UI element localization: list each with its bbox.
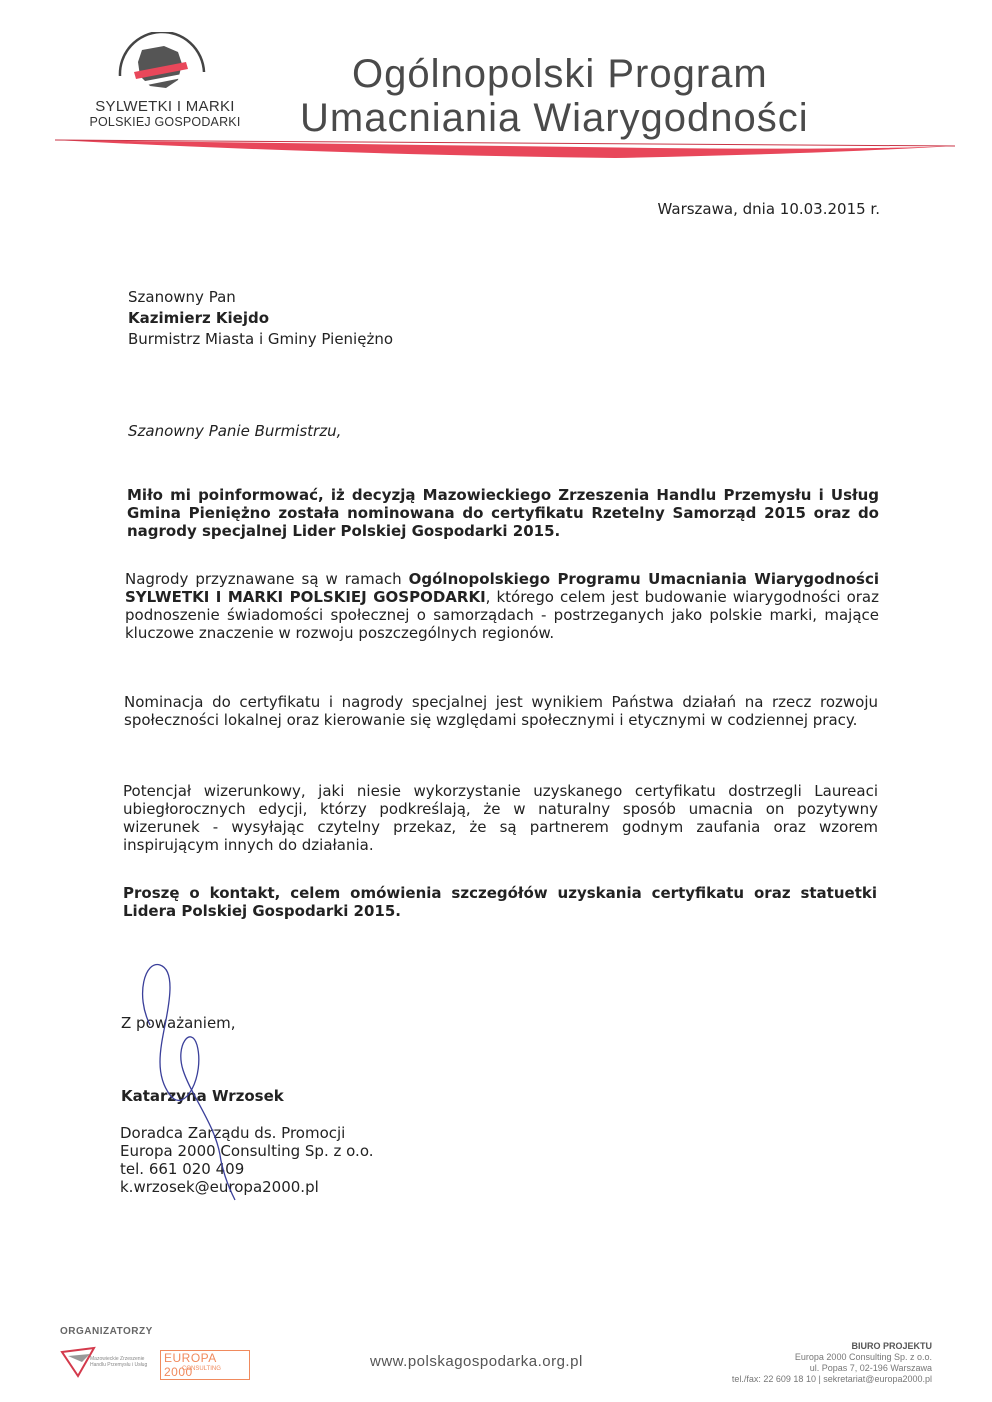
recipient-salutation: Szanowny Pan [128,288,236,306]
signer-phone: tel. 661 020 409 [120,1160,245,1178]
signer-name: Katarzyna Wrzosek [121,1087,284,1105]
closing: Z poważaniem, [121,1014,236,1032]
signer-email: k.wrzosek@europa2000.pl [120,1178,319,1196]
letter-date: Warszawa, dnia 10.03.2015 r. [657,200,880,218]
paragraph-3: Nominacja do certyfikatu i nagrody specjalnej jest wynikiem Państwa działań na rzecz rozwoju społeczności lokalnej oraz kierowanie się względami społecznymi i etycznymi w codziennej pracy. [124,693,878,729]
office-line-1: Europa 2000 Consulting Sp. z o.o. [794,1352,932,1362]
organizer-1-logo [60,1344,150,1380]
organizers-label: ORGANIZATORZY [60,1326,153,1337]
paragraph-2 [125,570,879,642]
signer-company: Europa 2000 Consulting Sp. z o.o. [120,1142,374,1160]
organizer-2-logo [160,1348,250,1378]
office-label: BIURO PROJEKTU [851,1341,932,1351]
logo-line-1: SYLWETKI I MARKI [95,98,235,115]
brand-name: SYLWETKI I MARKI POLSKIEJ GOSPODARKI [125,588,486,606]
program-name: Ogólnopolskiego Programu Umacniania Wiarygodności [408,570,879,588]
organizer-1-text: Mazowieckie Zrzeszenie Handlu Przemysłu i Usług [90,1356,148,1368]
project-office [660,1341,932,1385]
website-link[interactable]: www.polskagospodarka.org.pl [370,1353,583,1370]
office-line-2: ul. Popas 7, 02-196 Warszawa [809,1363,932,1373]
paragraph-5: Proszę o kontakt, celem omówienia szczegółów uzyskania certyfikatu oraz statuetki Lidera Polskiej Gospodarki 2015. [123,884,877,920]
signer-role: Doradca Zarządu ds. Promocji [120,1124,346,1142]
office-line-3: tel./fax: 22 609 18 10 | sekretariat@europa2000.pl [731,1374,932,1384]
handwritten-signature [125,955,265,1205]
europa-2000-logo: EUROPA 2000 [160,1350,250,1380]
recipient-position: Burmistrz Miasta i Gminy Pieniężno [128,330,394,348]
paragraph-2-start: Nagrody przyznawane są w ramach [125,570,409,588]
paragraph-1: Miło mi poinformować, iż decyzją Mazowieckiego Zrzeszenia Handlu Przemysłu i Usług Gmina Pieniężno została nominowana do certyfikatu Rzetelny Samorząd 2015 oraz do nagrody specjalnej Lider Polskiej Gospodarki 2015. [127,486,879,540]
program-title [300,52,920,140]
paragraph-2-end: , którego celem jest budowanie wiarygodności oraz podnoszenie świadomości społecznej o samorządach - postrzeganych jako polskie marki, mające kluczowe znaczenie w rozwoju poszczególnych regionów. [125,588,879,642]
greeting: Szanowny Panie Burmistrzu, [128,422,342,440]
recipient-name: Kazimierz Kiejdo [128,309,270,327]
program-title-line-1: Ogólnopolski Program [352,52,768,96]
paragraph-4: Potencjał wizerunkowy, jaki niesie wykorzystanie uzyskanego certyfikatu dostrzegli Laureaci ubiegłorocznych edycji, którzy podkreślają, że w naturalny sposób umacnia on pozytywny wizerunek - wysyłając czytelny przekaz, że są partnerem godnym zaufania oraz wzorem inspirującym innych do działania. [123,782,878,854]
recipient-block [128,287,628,350]
logo-line-2: POLSKIEJ GOSPODARKI [89,115,241,130]
brand-logo [80,30,250,140]
europa-2000-sub: CONSULTING [182,1366,221,1372]
header-accent-swoosh [55,134,960,164]
program-title-line-2: Umacniania Wiarygodności [300,96,809,140]
poland-map-logo-icon [112,32,212,94]
